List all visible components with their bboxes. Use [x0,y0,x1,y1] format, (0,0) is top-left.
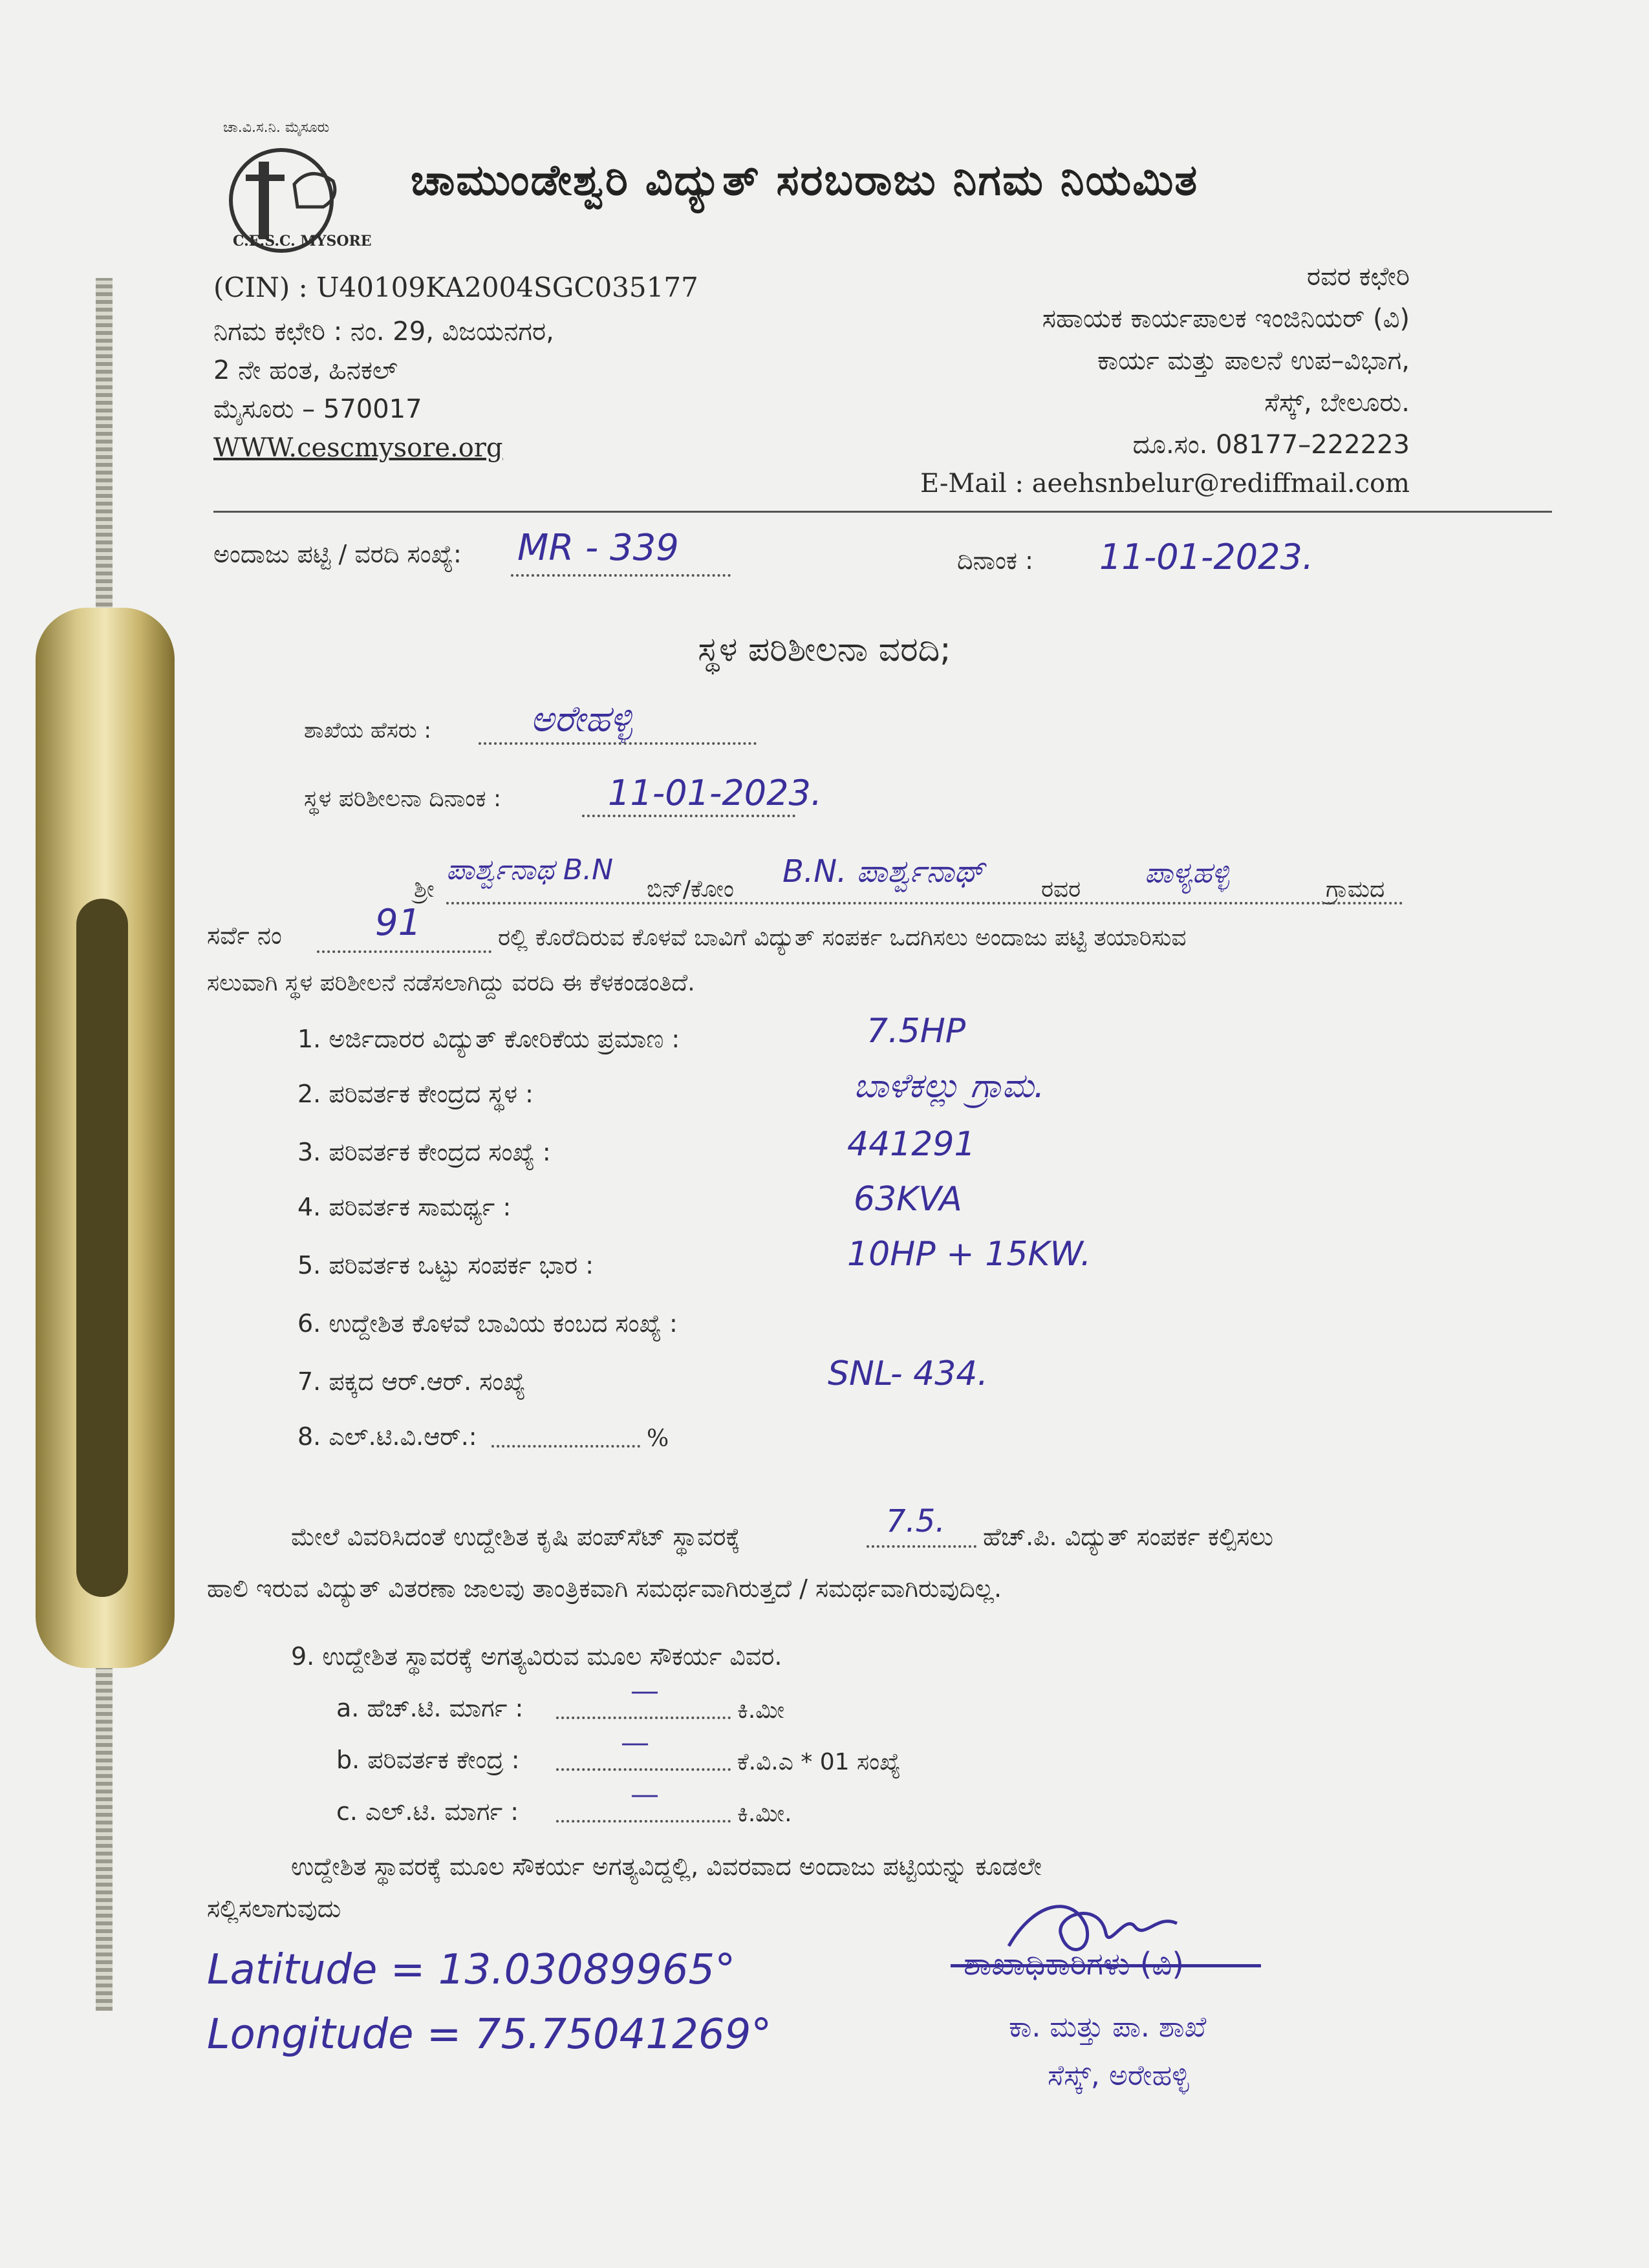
item-7-value: SNL- 434. [828,1354,988,1393]
infra-a-dots [556,1717,731,1719]
item-7-label: 7. ಪಕ್ಕದ ಆರ್.ಆರ್. ಸಂಖ್ಯೆ [297,1367,526,1396]
inspection-date-value: 11-01-2023. [608,773,822,813]
logo-text-bottom: C.E.S.C. MYSORE [233,233,372,250]
infra-a-unit: ಕಿ.ಮೀ [737,1697,785,1724]
binder-slot [76,899,128,1597]
item-2-label: 2. ಪರಿವರ್ತಕ ಕೇಂದ್ರದ ಸ್ಥಳ : [297,1080,534,1108]
office-address-line-2: 2 ನೇ ಹಂತ, ಹಿನಕಲ್ [213,356,398,385]
item-5-label: 5. ಪರಿವರ್ತಕ ಒಟ್ಟು ಸಂಪರ್ಕ ಭಾರ : [297,1251,594,1279]
infra-note-line-1: ಉದ್ದೇಶಿತ ಸ್ಥಾವರಕ್ಕೆ ಮೂಲ ಸೌಕರ್ಯ ಅಗತ್ಯವಿದ್ದಲ್ಲಿ, ವಿವರವಾದ ಅಂದಾಜು ಪಟ್ಟಿಯನ್ನು ಕೂಡಲೇ [291,1852,1042,1881]
item-4-value: 63KVA [854,1180,962,1219]
infra-a-label: a. ಹೆಚ್.ಟಿ. ಮಾರ್ಗ : [336,1694,524,1722]
item-1-label: 1. ಅರ್ಜಿದಾರರ ವಿದ್ಯುತ್ ಕೋರಿಕೆಯ ಪ್ರಮಾಣ : [297,1025,680,1053]
infra-b-dots [556,1768,731,1771]
header-divider [213,511,1552,513]
item-8-dots [491,1445,640,1448]
capability-hp-dots [867,1545,976,1548]
report-number-value: MR - 339 [517,527,679,569]
applicant-dots [446,902,1403,904]
infra-heading: 9. ಉದ್ದೇಶಿತ ಸ್ಥಾವರಕ್ಕೆ ಅಗತ್ಯವಿರುವ ಮೂಲ ಸೌಕರ್ಯ ವಿವರ. [291,1642,782,1671]
item-3-label: 3. ಪರಿವರ್ತಕ ಕೇಂದ್ರದ ಸಂಖ್ಯೆ : [297,1138,551,1166]
infra-b-unit: ಕೆ.ವಿ.ಎ * 01 ಸಂಖ್ಯೆ [737,1749,901,1775]
branch-dots [479,742,757,745]
infra-b-dash: — [621,1726,649,1759]
report-number-label: ಅಂದಾಜು ಪಟ್ಟಿ / ವರದಿ ಸಂಖ್ಯೆ: [213,540,462,568]
signatory-place: ಸೆಸ್ಕ್, ಅರೇಹಳ್ಳಿ [1048,2059,1189,2092]
signatory-designation: ಶಾಖಾಧಿಕಾರಿಗಳು (ವಿ) [964,1946,1184,1982]
applicant-name: ಪಾರ್ಶ್ವನಾಥ B.N [446,853,614,886]
right-address-line-4: ಸೆಸ್ಕ್, ಬೇಲೂರು. [1264,388,1410,418]
branch-label: ಶಾಖೆಯ ಹೆಸರು : [304,718,431,744]
office-address-line-1: ನಿಗಮ ಕಛೇರಿ : ನಂ. 29, ವಿಜಯನಗರ, [213,317,554,347]
capability-line-1-suffix: ಹೆಚ್.ಪಿ. ವಿದ್ಯುತ್ ಸಂಪರ್ಕ ಕಲ್ಪಿಸಲು [983,1523,1273,1551]
right-address-line-3: ಕಾರ್ಯ ಮತ್ತು ಪಾಲನೆ ಉಪ–ವಿಭಾಗ, [1097,346,1410,376]
grama-label: ಗ್ರಾಮದ [1326,876,1385,903]
right-address-line-2: ಸಹಾಯಕ ಕಾರ್ಯಪಾಲಕ ಇಂಜಿನಿಯರ್ (ವಿ) [1042,304,1410,334]
infra-c-unit: ಕಿ.ಮೀ. [737,1801,792,1827]
website-link: WWW.cescmysore.org [213,433,503,463]
longitude-text: Longitude = 75.75041269° [207,2011,772,2059]
date-label: ದಿನಾಂಕ : [957,546,1033,575]
org-name: ಚಾಮುಂಡೇಶ್ವರಿ ವಿದ್ಯುತ್ ಸರಬರಾಜು ನಿಗಮ ನಿಯಮಿತ [411,155,1199,205]
report-number-dots [511,574,731,577]
phone-number: ದೂ.ಸಂ. 08177–222223 [1132,430,1410,460]
cin-number: (CIN) : U40109KA2004SGC035177 [213,272,698,303]
capability-line-1-prefix: ಮೇಲೆ ವಿವರಿಸಿದಂತೆ ಉದ್ದೇಶಿತ ಕೃಷಿ ಪಂಪ್‌ಸೆಟ್ ಸ್ಥಾವರಕ್ಕೆ [291,1523,740,1551]
item-1-value: 7.5HP [867,1012,966,1051]
email-address: E-Mail : aeehsnbelur@rediffmail.com [920,469,1410,498]
item-2-value: ಬಾಳೆಕಲ್ಲು ಗ್ರಾಮ. [854,1067,1045,1106]
sri-label: ಶ್ರೀ [414,876,435,903]
item-3-value: 441291 [847,1125,976,1164]
item-8-label: 8. ಎಲ್.ಟಿ.ವಿ.ಆರ್.: [297,1422,477,1451]
survey-dots [317,950,491,953]
office-address-line-3: ಮೈಸೂರು – 570017 [213,394,422,424]
item-4-label: 4. ಪರಿವರ್ತಕ ಸಾಮರ್ಥ್ಯ : [297,1193,512,1221]
survey-value: 91 [375,902,422,944]
ravara-label: ರವರ [1041,876,1081,903]
page-title: ಸ್ಥಳ ಪರಿಶೀಲನಾ ವರದಿ; [698,630,951,669]
infra-note-line-2: ಸಲ್ಲಿಸಲಾಗುವುದು [207,1894,341,1923]
right-address-line-1: ರವರ ಕಛೇರಿ [1306,262,1410,292]
item-8-percent: % [647,1426,669,1452]
latitude-text: Latitude = 13.03089965° [207,1946,736,1994]
inspection-date-label: ಸ್ಥಳ ಪರಿಶೀಲನಾ ದಿನಾಂಕ : [304,786,502,812]
item-6-label: 6. ಉದ್ದೇಶಿತ ಕೊಳವೆ ಬಾವಿಯ ಕಂಬದ ಸಂಖ್ಯೆ : [297,1309,678,1338]
item-5-value: 10HP + 15KW. [847,1235,1092,1274]
father-name: B.N. ಪಾರ್ಶ್ವನಾಥ್ [782,853,985,890]
capability-line-2: ಹಾಲಿ ಇರುವ ವಿದ್ಯುತ್ ವಿತರಣಾ ಜಾಲವು ತಾಂತ್ರಿಕವಾಗಿ ಸಮರ್ಥವಾಗಿರುತ್ತದೆ / ಸಮರ್ಥವಾಗಿರುವುದಿಲ್ಲ. [207,1574,1002,1603]
para-line-1: ರಲ್ಲಿ ಕೊರೆದಿರುವ ಕೊಳವೆ ಬಾವಿಗೆ ವಿದ್ಯುತ್ ಸಂಪರ್ಕ ಒದಗಿಸಲು ಅಂದಾಜು ಪಟ್ಟಿ ತಯಾರಿಸುವ [498,925,1187,951]
date-value: 11-01-2023. [1099,537,1313,577]
inspection-date-dots [582,815,795,817]
capability-hp-value: 7.5. [886,1503,945,1539]
signatory-office: ಕಾ. ಮತ್ತು ಪಾ. ಶಾಖೆ [1009,2011,1207,2044]
infra-c-dots [556,1820,731,1823]
para-line-2: ಸಲುವಾಗಿ ಸ್ಥಳ ಪರಿಶೀಲನೆ ನಡೆಸಲಾಗಿದ್ದು ವರದಿ ಈ ಕೆಳಕಂಡಂತಿದೆ. [207,970,695,996]
infra-b-label: b. ಪರಿವರ್ತಕ ಕೇಂದ್ರ : [336,1746,520,1774]
infra-c-dash: — [630,1778,659,1811]
branch-value: ಅರೇಹಳ್ಳಿ [530,698,632,740]
survey-label: ಸರ್ವೆ ನಂ [207,921,282,950]
village-name: ಪಾಳ್ಯಹಳ್ಳಿ [1145,857,1229,890]
bin-label: ಬಿನ್/ಕೋಂ [647,876,734,903]
infra-c-label: c. ಎಲ್.ಟಿ. ಮಾರ್ಗ : [336,1797,519,1826]
logo-text-top: ಚಾ.ವಿ.ಸ.ನಿ. ಮೈಸೂರು [223,120,330,136]
infra-a-dash: — [630,1674,659,1707]
